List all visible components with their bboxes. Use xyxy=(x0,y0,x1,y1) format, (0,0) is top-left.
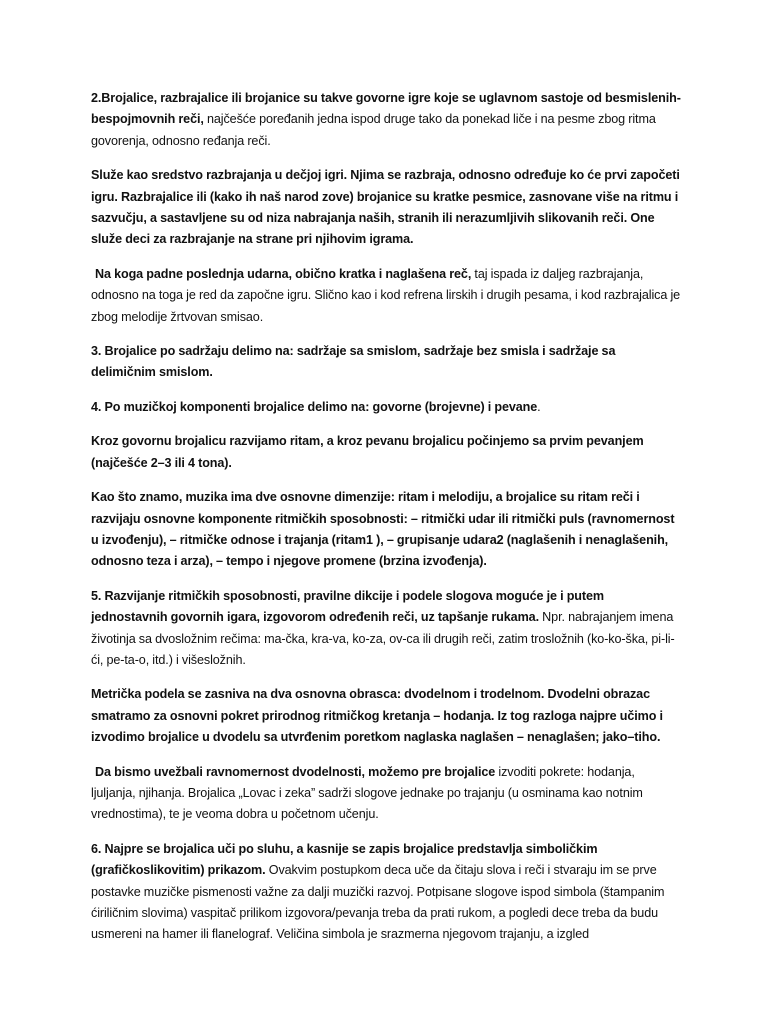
paragraph-11-regular: Ovakvim postupkom deca uče da čitaju slova i reči i stvaraju im se prve postavke muzičke pismenosti važne za dalji muzički razvoj. Potpisane slogove ispod simbola (štampanim ćiriličnim slovima) vaspitač prilikom izgovora/pevanja treba da prati rukom, a pogledi dece treba da budu usmereni na hamer ili flanelograf. Veličina simbola je srazmerna njegovom trajanju, a izgled xyxy=(91,863,665,942)
paragraph-8-bold: 5. Razvijanje ritmičkih sposobnosti, pravilne dikcije i podele slogova moguće je i putem jednostavnih govornih igara, izgovorom određenih reči, uz tapšanje rukama. xyxy=(91,588,604,625)
paragraph-1 xyxy=(91,88,681,152)
paragraph-3 xyxy=(91,264,681,328)
paragraph-8-regular: Npr. nabrajanjem imena životinja sa dvosložnim rečima: ma-čka, kra-va, ko-za, ov-ca ili drugih reči, zatim trosložnih (ko-ko-ška, pi-li-ći, pe-ta-o, itd.) i višesložnih. xyxy=(91,610,675,667)
paragraph-1-bold: 2.Brojalice, razbrajalice ili brojanice su takve govorne igre koje se uglavnom sastoje od besmislenih-bespojmovnih reči, xyxy=(91,91,681,127)
paragraph-3-bold: Na koga padne poslednja udarna, obično kratka i naglašena reč, xyxy=(95,266,472,281)
paragraph-11 xyxy=(91,839,681,946)
paragraph-4-bold: 3. Brojalice po sadržaju delimo na: sadržaje sa smislom, sadržaje bez smisla i sadržaje sa delimičnim smislom. xyxy=(91,344,616,380)
paragraph-5-regular: . xyxy=(537,399,541,414)
paragraph-10-bold: Da bismo uvežbali ravnomernost dvodelnosti, možemo pre brojalice xyxy=(95,764,496,779)
paragraph-5 xyxy=(91,397,681,418)
paragraph-7 xyxy=(91,487,681,573)
paragraph-5-bold: 4. Po muzičkoj komponenti brojalice delimo na: govorne (brojevne) i pevane xyxy=(91,399,538,414)
paragraph-4 xyxy=(91,341,681,384)
paragraph-7-bold: Kao što znamo, muzika ima dve osnovne dimenzije: ritam i melodiju, a brojalice su ritam reči i razvijaju osnovne komponente ritmičkih sposobnosti: – ritmički udar ili ritmički puls (ravnomernost u izvođenju), – ritmičke odnose i trajanja (ritam1 ), – grupisanje udara2 (naglašenih i nenaglašenih, odnosno teza i arza), – tempo i njegove promene (brzina izvođenja). xyxy=(91,490,675,569)
paragraph-3-regular: taj ispada iz daljeg razbrajanja, odnosno na toga je red da započne igru. Slično kao i kod refrena lirskih i drugih pesama, i kod razbrajalica je zbog melodije žrtvovan smisao. xyxy=(91,266,681,324)
paragraph-10 xyxy=(91,762,681,826)
paragraph-6-bold: Kroz govornu brojalicu razvijamo ritam, a kroz pevanu brojalicu počinjemo sa prvim pevanjem (najčešće 2–3 ili 4 tona). xyxy=(91,434,644,470)
paragraph-2 xyxy=(91,165,681,251)
paragraph-6 xyxy=(91,431,681,474)
paragraph-2-bold: Služe kao sredstvo razbrajanja u dečjoj igri. Njima se razbraja, odnosno određuje ko će prvi započeti igru. Razbrajalice ili (kako ih naš narod zove) brojanice su kratke pesmice, zasnovane više na ritmu i sazvučju, a sastavljene su od niza nabrajanja naših, stranih ili nerazumljivih slikovanih reči. One služe deci za razbrajanje na strane pri njihovim igrama. xyxy=(91,168,680,247)
paragraph-9 xyxy=(91,684,681,748)
paragraph-10-regular: izvoditi pokrete: hodanja, ljuljanja, njihanja. Brojalica „Lovac i zeka” sadrži slogove jednake po trajanju (u osminama kao notnim vrednostima), te je veoma dobra u početnom učenju. xyxy=(91,764,643,822)
paragraph-1-regular: najčešće poređanih jedna ispod druge tako da ponekad liče i na pesme zbog ritma govorenja, odnosno ređanja reči. xyxy=(91,112,656,148)
paragraph-9-bold: Metrička podela se zasniva na dva osnovna obrasca: dvodelnom i trodelnom. Dvodelni obrazac smatramo za osnovni pokret prirodnog ritmičkog kretanja – hodanja. Iz tog razloga najpre učimo i izvodimo brojalice u dvodelu sa utvrđenim poretkom naglaska naglašen – nenaglašen; jako–tiho. xyxy=(91,687,663,745)
paragraph-11-bold: 6. Najpre se brojalica uči po sluhu, a kasnije se zapis brojalice predstavlja simboličkim (grafičkoslikovitim) prikazom. xyxy=(91,841,598,878)
document-page xyxy=(91,88,681,959)
paragraph-8 xyxy=(91,586,681,672)
